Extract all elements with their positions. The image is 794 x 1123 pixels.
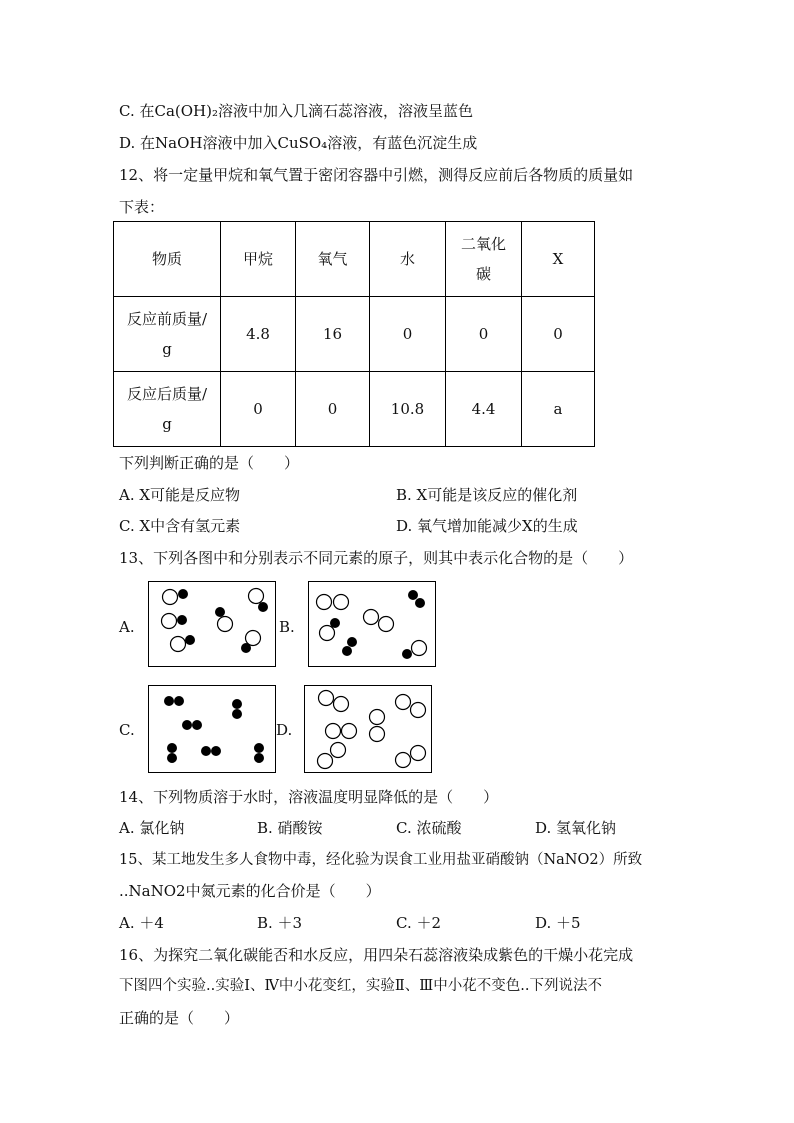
q13-label-b: B.	[279, 618, 295, 636]
table-cell: 0	[221, 372, 296, 447]
molecule-svg-d	[305, 686, 431, 772]
q15-stem-line2: ..NaNO2中氮元素的化合价是（ ）	[119, 882, 381, 900]
table-cell: 0	[370, 297, 446, 372]
molecule-svg-b	[309, 582, 435, 666]
row-after-label	[114, 372, 221, 447]
header-water: 水	[370, 222, 446, 297]
q11-option-d: D. 在NaOH溶液中加入CuSO₄溶液，有蓝色沉淀生成	[119, 134, 478, 152]
q12-option-b: B. X可能是该反应的催化剂	[396, 486, 578, 504]
header-co2-line2: 碳	[475, 265, 491, 283]
q13-label-a: A.	[119, 618, 135, 636]
header-co2-line1: 二氧化	[460, 235, 506, 253]
table-cell: a	[522, 372, 595, 447]
header-x: X	[522, 222, 595, 297]
molecule-diagram-a	[148, 581, 276, 667]
row-after-label-line1: 反应后质量/	[126, 385, 208, 403]
q15-option-b: B. ＋3	[257, 914, 303, 932]
q11-option-c: C. 在Ca(OH)₂溶液中加入几滴石蕊溶液，溶液呈蓝色	[119, 102, 473, 120]
q16-stem-line2: 下图四个实验..实验Ⅰ、Ⅳ中小花变红，实验Ⅱ、Ⅲ中小花不变色..下列说法不	[119, 978, 602, 994]
q14-option-a: A. 氯化钠	[119, 819, 185, 837]
q12-option-c: C. X中含有氢元素	[119, 517, 241, 535]
header-methane: 甲烷	[221, 222, 296, 297]
q12-option-d: D. 氧气增加能减少X的生成	[396, 517, 578, 535]
q13-label-c: C.	[119, 721, 135, 739]
q16-stem-line3: 正确的是（ ）	[119, 1009, 240, 1027]
q12-option-a: A. X可能是反应物	[119, 486, 241, 504]
q13-stem: 13、下列各图中和分别表示不同元素的原子，则其中表示化合物的是（ ）	[119, 549, 634, 567]
molecule-diagram-d	[304, 685, 432, 773]
q15-option-d: D. ＋5	[535, 914, 581, 932]
table-cell: 16	[296, 297, 370, 372]
q14-option-b: B. 硝酸铵	[257, 819, 323, 837]
q15-stem-line1: 15、某工地发生多人食物中毒，经化验为误食工业用盐亚硝酸钠（NaNO2）所致	[119, 852, 643, 868]
header-substance: 物质	[114, 222, 221, 297]
table-cell: 4.8	[221, 297, 296, 372]
table-cell: 0	[296, 372, 370, 447]
header-oxygen: 氧气	[296, 222, 370, 297]
mass-table	[113, 221, 595, 447]
row-after-label-line2: g	[162, 415, 172, 433]
row-before-label-line1: 反应前质量/	[126, 310, 208, 328]
table-cell: 0	[522, 297, 595, 372]
q13-label-d: D.	[276, 721, 293, 739]
q14-option-d: D. 氢氧化钠	[535, 819, 617, 837]
q12-question: 下列判断正确的是（ ）	[119, 454, 300, 472]
q12-stem-line1: 12、将一定量甲烷和氧气置于密闭容器中引燃，测得反应前后各物质的质量如	[119, 166, 634, 184]
row-before-label	[114, 297, 221, 372]
q14-stem: 14、下列物质溶于水时，溶液温度明显降低的是（ ）	[119, 788, 499, 806]
molecule-svg-a	[149, 582, 275, 666]
table-cell: 10.8	[370, 372, 446, 447]
table-cell: 4.4	[446, 372, 522, 447]
q12-stem-line2: 下表：	[119, 198, 165, 216]
q16-stem-line1: 16、为探究二氧化碳能否和水反应，用四朵石蕊溶液染成紫色的干燥小花完成	[119, 946, 634, 964]
header-co2	[446, 222, 522, 297]
q15-option-a: A. ＋4	[119, 914, 164, 932]
q14-option-c: C. 浓硫酸	[396, 819, 462, 837]
row-before-label-line2: g	[162, 340, 172, 358]
q15-option-c: C. ＋2	[396, 914, 442, 932]
molecule-diagram-c	[148, 685, 276, 773]
molecule-svg-c	[149, 686, 275, 772]
table-cell: 0	[446, 297, 522, 372]
molecule-diagram-b	[308, 581, 436, 667]
